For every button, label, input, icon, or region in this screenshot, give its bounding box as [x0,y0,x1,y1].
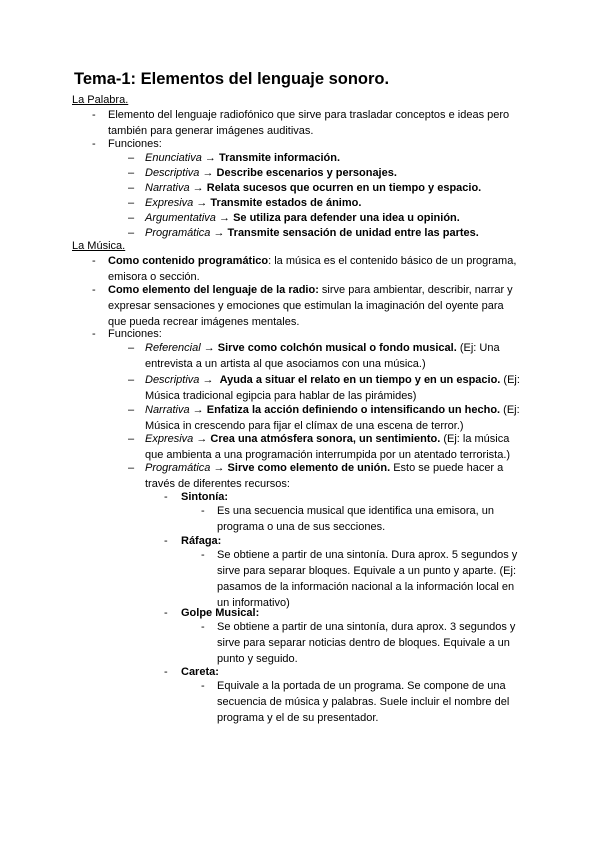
bullet-marker: – [128,433,135,445]
bullet-marker: - [201,621,205,633]
bullet-marker: – [128,197,135,209]
palabra-funcion-item: Expresiva → Transmite estados de ánimo. [145,197,362,209]
recurso-description: Equivale a la portada de un programa. Se compone de una secuencia de música y palabras. Suele incluir el nombre del programa y el de su presentador. [217,680,510,724]
palabra-funcion-item: Enunciativa → Transmite información. [145,152,341,164]
bullet-marker: - [92,284,96,296]
musica-contenido: Como contenido programático: la música es el contenido básico de un programa, emisora o sección. [108,255,517,283]
bullet-marker: – [128,374,135,386]
bullet-marker: – [128,462,135,474]
bullet-marker: – [128,227,135,239]
bullet-marker: - [164,666,168,678]
recurso-name: Careta: [181,666,219,678]
bullet-marker: - [92,109,96,121]
bullet-marker: – [128,182,135,194]
bullet-marker: - [164,535,168,547]
bullet-marker: - [164,491,168,503]
recurso-name: Ráfaga: [181,535,222,547]
bullet-marker: – [128,404,135,416]
bullet-marker: - [164,607,168,619]
section-heading-musica: La Música. [72,240,126,252]
musica-funciones-label: Funciones: [108,328,162,340]
palabra-funcion-item: Narrativa → Relata sucesos que ocurren en un tiempo y espacio. [145,182,482,194]
recurso-name: Sintonía: [181,491,229,503]
palabra-funcion-item: Descriptiva → Describe escenarios y personajes. [145,167,397,179]
bullet-marker: - [92,138,96,150]
recurso-description: Se obtiene a partir de una sintonía. Dura aprox. 5 segundos y sirve para separar bloques. Equivale a un punto y aparte. (Ej: pasamos de la información nacional a la información local en un informativo) [217,549,518,609]
musica-elemento: Como elemento del lenguaje de la radio: sirve para ambientar, describir, narrar y expresar sensaciones y emociones que estimulan la imaginación del oyente para que pueda recrear imágenes mentales. [108,284,513,328]
palabra-funciones-label: Funciones: [108,138,162,150]
bullet-marker: – [128,167,135,179]
palabra-funcion-item: Argumentativa → Se utiliza para defender una idea u opinión. [145,212,460,224]
page-title: Tema-1: Elementos del lenguaje sonoro. [74,70,390,88]
palabra-description: Elemento del lenguaje radiofónico que sirve para trasladar conceptos e ideas pero también para generar imágenes auditivas. [108,109,510,137]
recurso-description: Se obtiene a partir de una sintonía, dura aprox. 3 segundos y sirve para separar noticias dentro de bloques. Equivale a un punto y seguido. [217,621,516,665]
musica-funcion-item: Descriptiva → Ayuda a situar el relato en un tiempo y en un espacio. (Ej: Música tradicional egipcia para hablar de las pirámides) [145,374,520,402]
bullet-marker: - [92,328,96,340]
bullet-marker: – [128,152,135,164]
palabra-funcion-item: Programática → Transmite sensación de unidad entre las partes. [145,227,479,239]
recurso-description: Es una secuencia musical que identifica una emisora, un programa o una de sus secciones. [217,505,494,533]
musica-funcion-item: Expresiva → Crea una atmósfera sonora, un sentimiento. (Ej: la música que ambienta a una programación interrumpida por un atentado terrorista.) [145,433,511,461]
bullet-marker: - [201,505,205,517]
bullet-marker: – [128,212,135,224]
section-heading-palabra: La Palabra. [72,94,129,106]
musica-funcion-item: Programática → Sirve como elemento de unión. Esto se puede hacer a través de diferentes recursos: [145,462,504,490]
musica-funcion-item: Referencial → Sirve como colchón musical o fondo musical. (Ej: Una entrevista a un artista al que asociamos con una música.) [145,342,500,370]
recurso-name: Golpe Musical: [181,607,260,619]
bullet-marker: – [128,342,135,354]
bullet-marker: - [201,549,205,561]
musica-funcion-item: Narrativa → Enfatiza la acción definiendo o intensificando un hecho. (Ej: Música in crescendo para fijar el clímax de una escena de terror.) [145,404,520,432]
bullet-marker: - [201,680,205,692]
bullet-marker: - [92,255,96,267]
